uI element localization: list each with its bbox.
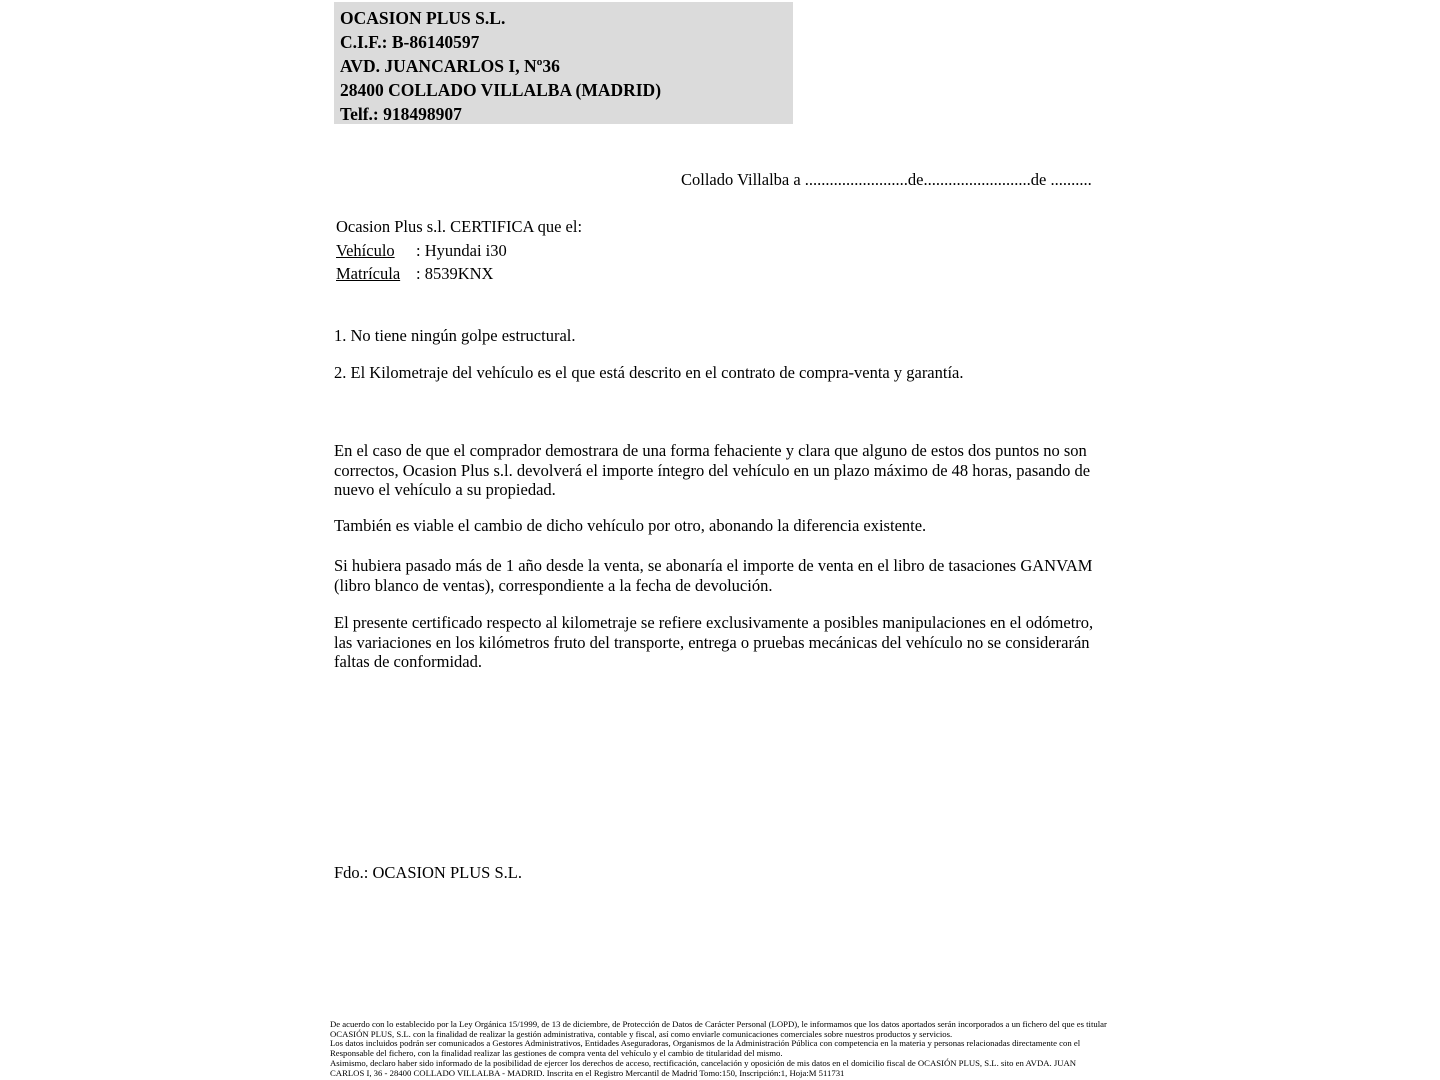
paragraph-exchange: También es viable el cambio de dicho vehículo por otro, abonando la diferencia existente. bbox=[334, 516, 927, 535]
legal-line: De acuerdo con lo establecido por la Ley Orgánica 15/1999, de 13 de diciembre, de Protección de Datos de Carácter Personal (LOPD), le informamos que los datos aportados serán incorporados a un fichero del que es titular bbox=[330, 1019, 1107, 1029]
company-phone: Telf.: 918498907 bbox=[340, 104, 462, 124]
certify-intro: Ocasion Plus s.l. CERTIFICA que el: bbox=[336, 217, 583, 236]
certification-block bbox=[336, 215, 582, 286]
vehicle-value: : Hyundai i30 bbox=[416, 240, 507, 260]
plate-row bbox=[336, 262, 582, 286]
plate-label: Matrícula bbox=[336, 264, 401, 283]
legal-fine-print bbox=[330, 1020, 1120, 1078]
company-cif: C.I.F.: B-86140597 bbox=[340, 32, 480, 52]
paragraph-refund: En el caso de que el comprador demostrara de una forma fehaciente y clara que alguno de estos dos puntos no son correctos, Ocasion Plus s.l. devolverá el importe íntegro del vehículo en un plazo máximo de 48 horas, pasando de nuevo el vehículo a su propiedad. bbox=[334, 441, 1091, 500]
company-name: OCASION PLUS S.L. bbox=[340, 8, 506, 28]
paragraph-ganvam: Si hubiera pasado más de 1 año desde la venta, se abonaría el importe de venta en el libro de tasaciones GANVAM (libro blanco de ventas), correspondiente a la fecha de devolución. bbox=[334, 556, 1093, 595]
plate-value: : 8539KNX bbox=[416, 264, 494, 283]
legal-line: Los datos incluidos podrán ser comunicados a Gestores Administrativos, Entidades Aseguradoras, Organismos de la Administración Pública con competencia en la materia y personas relacionadas directamente con el bbox=[330, 1038, 1081, 1049]
letterhead-box bbox=[334, 2, 793, 124]
date-line: Collado Villalba a .........................de..........................de .......... bbox=[681, 170, 1092, 189]
legal-line: OCASIÓN PLUS, S.L. con la finalidad de realizar la gestión administrativa, contable y fiscal, así como enviarle comunicaciones comerciales sobre nuestros productos y servicios. bbox=[330, 1028, 953, 1039]
legal-line: CARLOS I, 36 - 28400 COLLADO VILLALBA - MADRID. Inscrita en el Registro Mercantil de Madrid Tomo:150, Inscripción:1, Hoja:M 511731 bbox=[330, 1067, 845, 1078]
certified-point-1: 1. No tiene ningún golpe estructural. bbox=[334, 326, 576, 345]
company-city: 28400 COLLADO VILLALBA (MADRID) bbox=[340, 80, 662, 100]
company-address: AVD. JUANCARLOS I, Nº36 bbox=[340, 56, 560, 76]
vehicle-label: Vehículo bbox=[336, 240, 395, 260]
signature-line: Fdo.: OCASION PLUS S.L. bbox=[334, 863, 522, 882]
vehicle-row bbox=[336, 239, 582, 263]
certified-point-2: 2. El Kilometraje del vehículo es el que está descrito en el contrato de compra-venta y garantía. bbox=[334, 363, 964, 382]
legal-line: Asimismo, declaro haber sido informado de la posibilidad de ejercer los derechos de acceso, rectificación, cancelación y oposición de mis datos en el domicilio fiscal de OCASIÓN PLUS, S.L. sito en AVDA. JUAN bbox=[330, 1057, 1077, 1068]
paragraph-odometer: El presente certificado respecto al kilometraje se refiere exclusivamente a posibles manipulaciones en el odómetro, las variaciones en los kilómetros fruto del transporte, entrega o pruebas mecánicas del vehículo no se considerarán faltas de conformidad. bbox=[334, 613, 1094, 672]
legal-line: Responsable del fichero, con la finalidad realizar las gestiones de compra venta del vehículo y el cambio de titularidad del mismo. bbox=[330, 1048, 783, 1059]
